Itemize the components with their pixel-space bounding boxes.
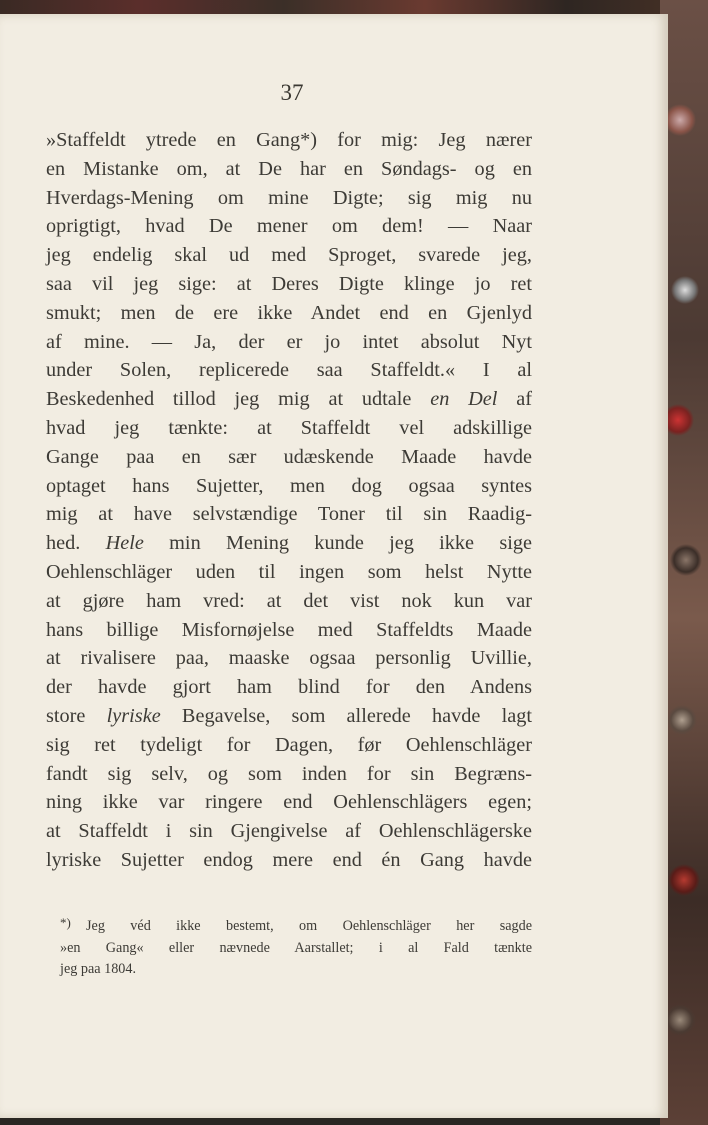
italic-text: lyriske: [106, 704, 161, 727]
text-run: Begavelse, som allerede havde lagt: [160, 704, 532, 727]
text-run: mig at have selvstændige Toner til sin Raadig-: [46, 503, 532, 526]
text-run: af: [497, 388, 532, 411]
text-run: fandt sig selv, og som inden for sin Begræns-: [46, 762, 532, 785]
text-run: under Solen, replicerede saa Staffeldt.« I al: [46, 359, 532, 382]
footnote: [60, 916, 532, 981]
text-run: hans billige Misfornøjelse med Staffeldts Maade: [46, 618, 532, 641]
text-line: [46, 241, 532, 270]
text-line: [46, 644, 532, 673]
text-run: af mine. — Ja, der er jo intet absolut Nyt: [46, 330, 532, 353]
footnote-text: Jeg véd ikke bestemt, om Oehlenschläger her sagde: [86, 918, 532, 934]
body-text: [46, 126, 532, 875]
text-run: ning ikke var ringere end Oehlenschlägers egen;: [46, 791, 532, 814]
text-run: at Staffeldt i sin Gjengivelse af Oehlenschlägerske: [46, 820, 532, 843]
text-run: store: [46, 704, 107, 727]
text-run: en Mistanke om, at De har en Søndags- og en: [46, 157, 532, 180]
text-line: [46, 184, 532, 213]
italic-text: en Del: [430, 388, 498, 411]
text-run: lyriske Sujetter endog mere end én Gang havde: [46, 848, 532, 871]
text-run: Gange paa en sær udæskende Maade havde: [46, 445, 532, 468]
text-line: [46, 443, 532, 472]
text-run: hed.: [46, 532, 106, 555]
text-run: jeg endelig skal ud med Sproget, svarede jeg,: [46, 244, 532, 267]
footnote-line: jeg paa 1804.: [60, 961, 137, 977]
text-run: der havde gjort ham blind for den Andens: [46, 676, 532, 699]
text-line: [46, 328, 532, 357]
text-line: [46, 846, 532, 875]
text-run: »Staffeldt ytrede en Gang*) for mig: Jeg nærer: [46, 129, 532, 151]
text-line: [46, 788, 532, 817]
text-line: [46, 616, 532, 645]
text-line: [46, 673, 532, 702]
text-run: Beskedenhed tillod jeg mig at udtale: [46, 388, 431, 411]
italic-text: Hele: [105, 532, 144, 555]
footnote-line: [60, 916, 532, 938]
text-line: [46, 558, 532, 587]
footnote-mark: *): [60, 915, 71, 930]
text-run: Oehlenschläger uden til ingen som helst Nytte: [46, 560, 532, 583]
text-line: [46, 587, 532, 616]
text-run: at gjøre ham vred: at det vist nok kun var: [46, 589, 532, 612]
text-run: Hverdags-Mening om mine Digte; sig mig nu: [46, 186, 532, 209]
text-run: at rivalisere paa, maaske ogsaa personlig Uvillie,: [46, 647, 532, 670]
text-run: saa vil jeg sige: at Deres Digte klinge jo ret: [46, 272, 532, 295]
text-line: [46, 472, 532, 501]
text-run: sig ret tydeligt for Dagen, før Oehlenschläger: [46, 733, 532, 756]
book-page: [0, 14, 668, 1118]
text-run: hvad jeg tænkte: at Staffeldt vel adskillige: [46, 416, 532, 439]
text-line: [46, 299, 532, 328]
text-line: [46, 500, 532, 529]
text-line: [46, 731, 532, 760]
text-line: [46, 760, 532, 789]
text-line: [46, 414, 532, 443]
text-line: [46, 385, 532, 414]
footnote-line: »en Gang« eller nævnede Aarstallet; i al Fald tænkte: [60, 939, 532, 956]
text-run: smukt; men de ere ikke Andet end en Gjenlyd: [46, 301, 532, 324]
text-run: oprigtigt, hvad De mener om dem! — Naar: [46, 215, 532, 238]
text-run: min Mening kunde jeg ikke sige: [143, 532, 532, 555]
text-line: [46, 702, 532, 731]
text-line: [46, 212, 532, 241]
text-line: [46, 817, 532, 846]
text-line: [46, 126, 532, 155]
text-line: [46, 270, 532, 299]
text-line: [46, 155, 532, 184]
text-line: [46, 356, 532, 385]
text-line: [46, 529, 532, 558]
text-run: optaget hans Sujetter, men dog ogsaa syntes: [46, 474, 532, 497]
page-number: 37: [280, 80, 304, 105]
